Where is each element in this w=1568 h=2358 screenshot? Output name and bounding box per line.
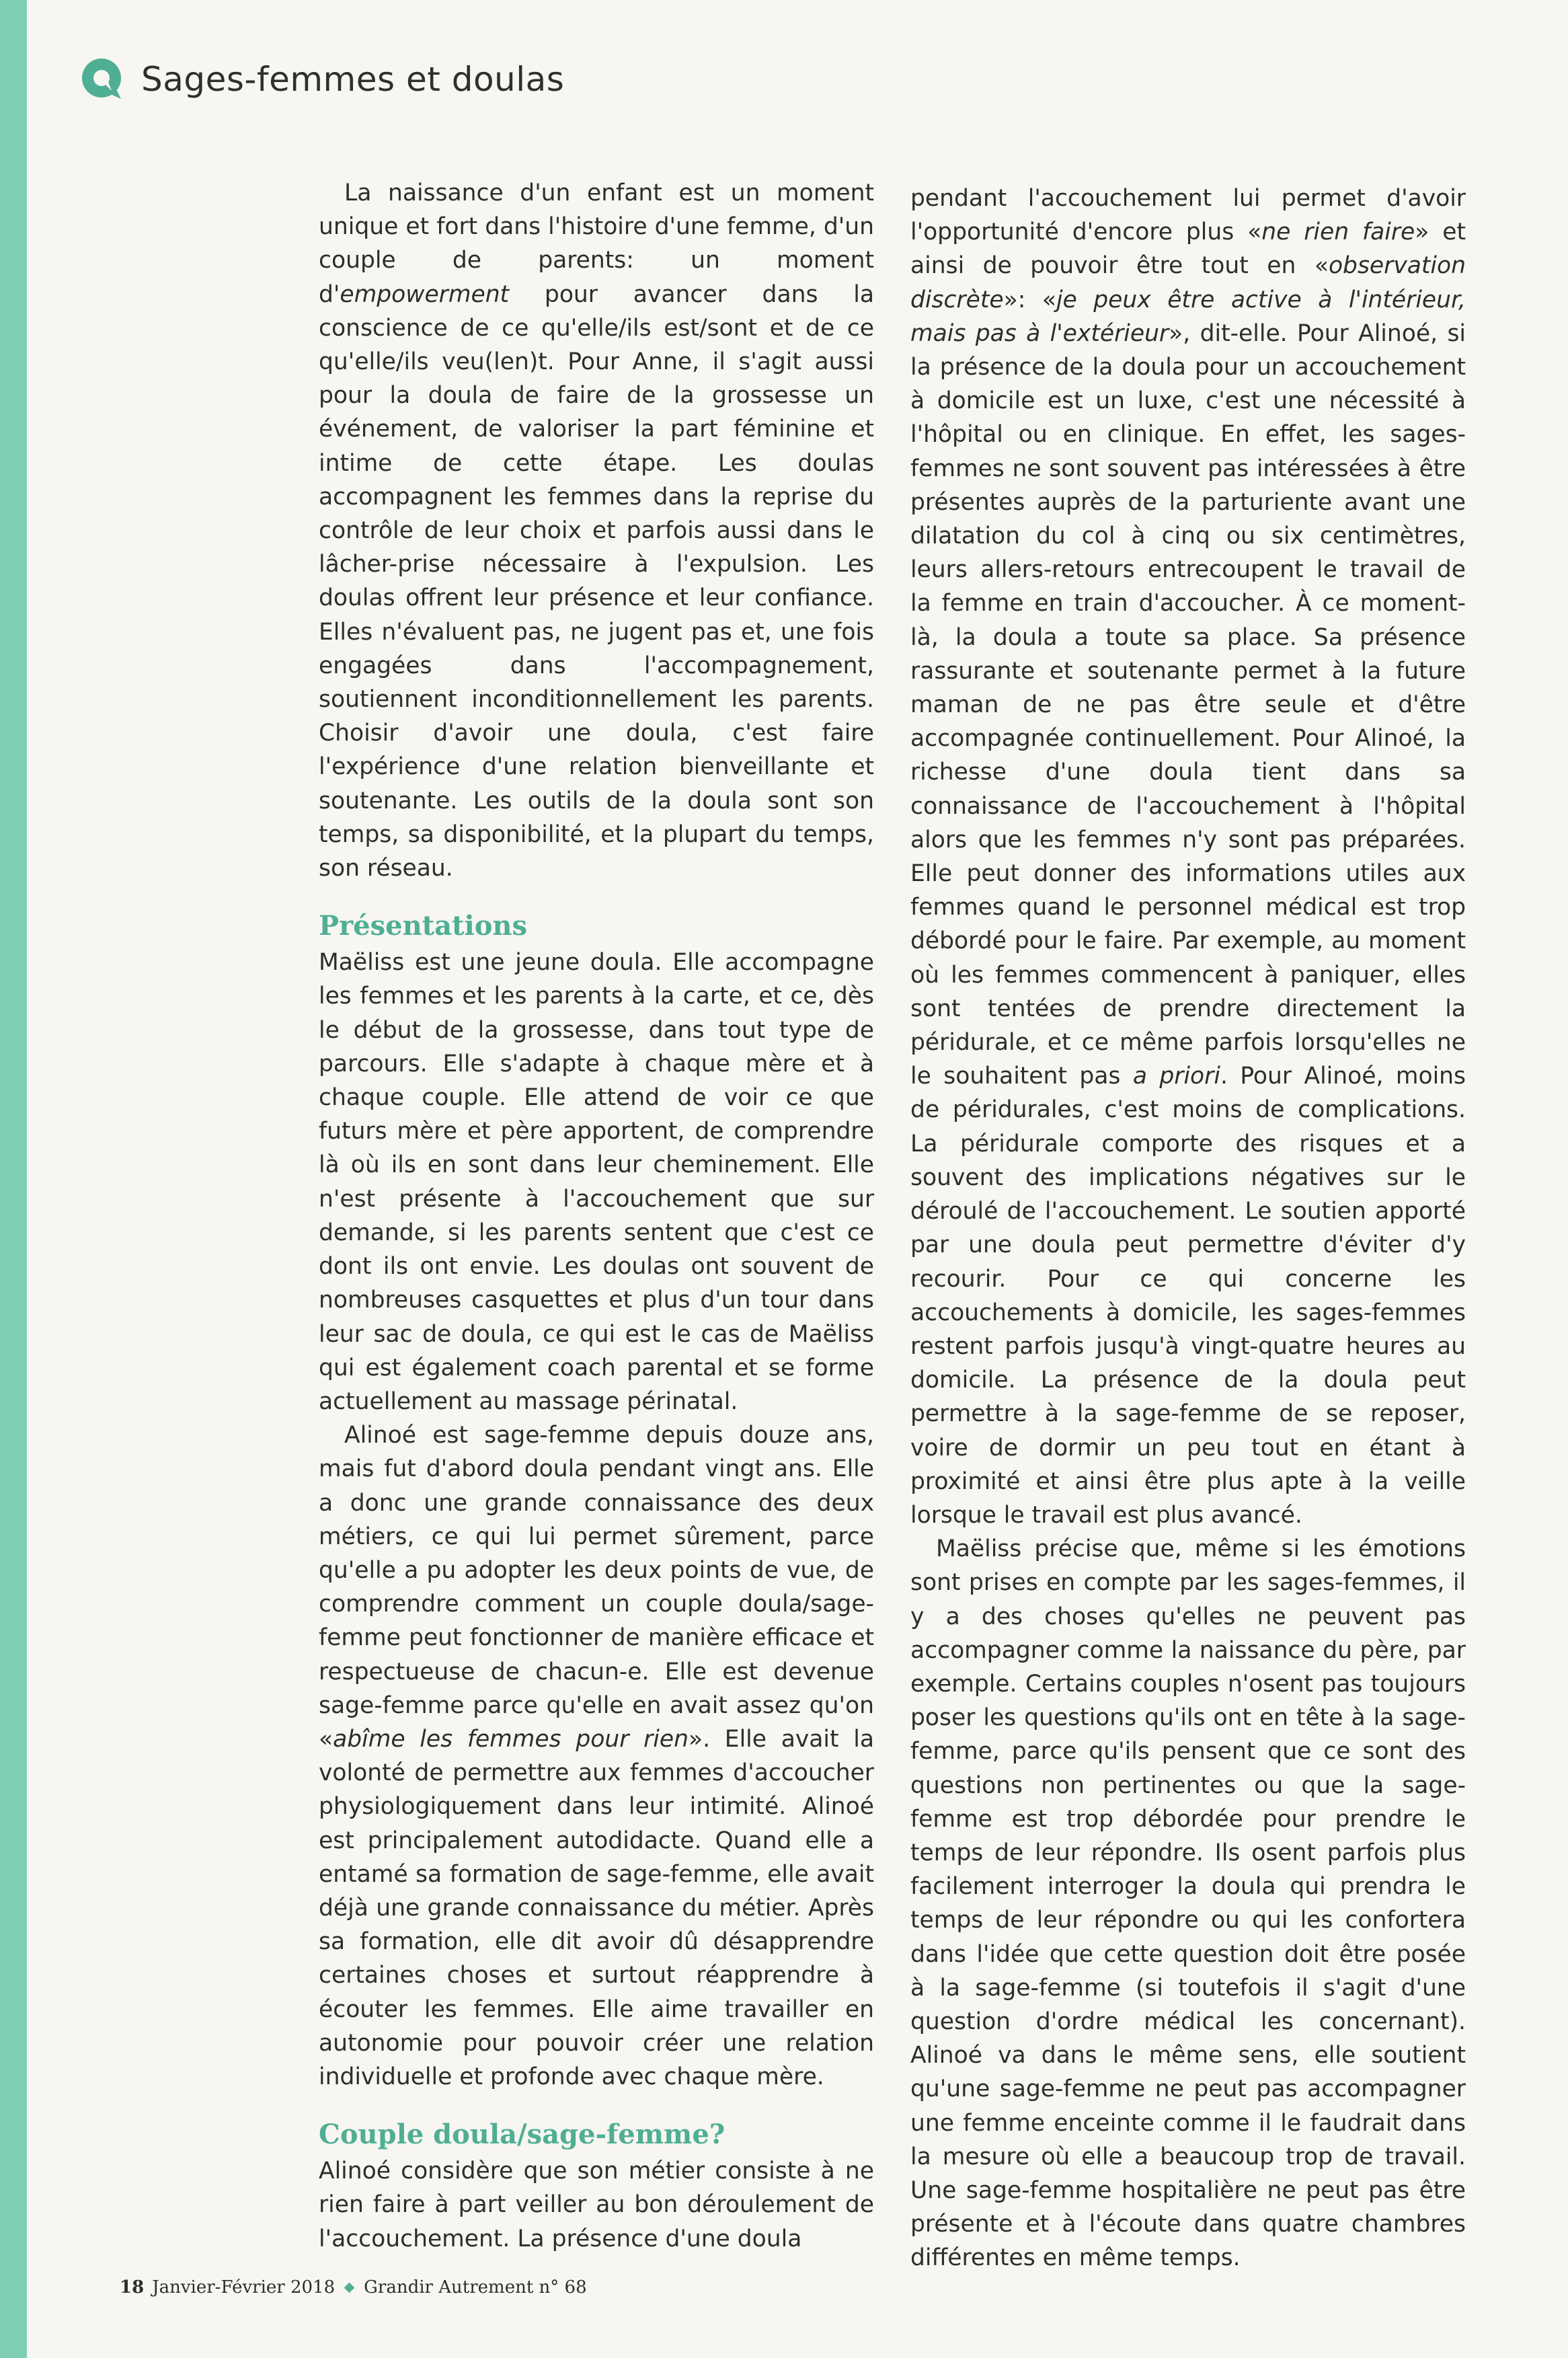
paragraph-maeliss: Maëliss est une jeune doula. Elle accompagne les femmes et les parents à la carte, et ce, dès le début de la grossesse, dans tout type de parcours. Elle s'adapte à chaque mère et à chaque couple. Elle attend de voir ce que futurs mère et père apportent, de comprendre là où ils en sont dans leur cheminement. Elle n'est présente à l'accouchement que sur demande, si les parents sentent que c'est ce dont ils ont envie. Les doulas ont souvent de nombreuses casquettes et plus d'un tour dans leur sac de doula, ce qui est le cas de Maëliss qui est également coach parental et se forme actuellement au massage périnatal. bbox=[319, 949, 874, 1415]
paragraph-alinoe: Alinoé est sage-femme depuis douze ans, mais fut d'abord doula pendant vingt ans. Elle a donc une grande connaissance des deux métiers, ce qui lui permet sûrement, parce qu'elle a pu adopter les deux points de vue, de comprendre comment un couple doula/sage-femme peut fonctionner de manière efficace et respectueuse de chacun-e. Elle est devenue sage-femme parce qu'elle en avait assez qu'on «abîme les femmes pour rien». Elle avait la volonté de permettre aux femmes d'accoucher physiologiquement dans leur intimité. Alinoé est principalement autodidacte. Quand elle a entamé sa formation de sage-femme, elle avait déjà une grande connaissance du métier. Après sa formation, elle dit avoir dû désapprendre certaines choses et surtout réapprendre à écouter les femmes. Elle aime travailler en autonomie pour pouvoir créer une relation individuelle et profonde avec chaque mère. bbox=[319, 1422, 874, 2090]
magazine-issue: Grandir Autrement n° 68 bbox=[364, 2277, 587, 2297]
text-column-right bbox=[910, 182, 1466, 2275]
subheading-presentations: Présentations bbox=[319, 910, 527, 942]
page-number: 18 bbox=[120, 2277, 145, 2297]
page-footer bbox=[120, 2277, 587, 2297]
paragraph-couple-start: Alinoé considère que son métier consiste à ne rien faire à part veiller au bon déroulement de l'accouchement. La présence d'une doula bbox=[319, 2158, 874, 2252]
diamond-icon bbox=[344, 2282, 355, 2293]
speech-bubble-icon bbox=[79, 57, 124, 102]
section-header bbox=[79, 52, 564, 106]
paragraph-intro: La naissance d'un enfant est un moment unique et fort dans l'histoire d'une femme, d'un couple de parents: un moment d'empowerment pour avancer dans la conscience de ce qu'elle/ils est/sont et de ce qu'elle/ils veu(len)t. Pour Anne, il s'agit aussi pour la doula de faire de la grossesse un événement, de valoriser la part féminine et intime de cette étape. Les doulas accompagnent les femmes dans la reprise du contrôle de leur choix et parfois aussi dans le lâcher-prise nécessaire à l'expulsion. Les doulas offrent leur présence et leur confiance. Elles n'évaluent pas, ne jugent pas et, une fois engagées dans l'accompagnement, soutiennent inconditionnellement les parents. Choisir d'avoir une doula, c'est faire l'expérience d'une relation bienveillante et soutenante. Les outils de la doula sont son temps, sa disponibilité, et la plupart du temps, son réseau. bbox=[319, 180, 874, 882]
subheading-couple: Couple doula/sage-femme? bbox=[319, 2119, 726, 2151]
section-title: Sages-femmes et doulas bbox=[141, 60, 565, 99]
paragraph-emotions: Maëliss précise que, même si les émotions sont prises en compte par les sages-femmes, il y a des choses qu'elles ne peuvent pas accompagner comme la naissance du père, par exemple. Certains couples n'osent pas toujours poser les questions qu'ils ont en tête à la sage-femme, parce qu'ils pensent que ce sont des questions non pertinentes ou que la sage-femme est trop débordée pour prendre le temps de leur répondre. Ils osent parfois plus facilement interroger la doula qui prendra le temps de leur répondre ou qui les confortera dans l'idée que cette question doit être posée à la sage-femme (si toutefois il s'agit d'une question d'ordre médical les concernant). Alinoé va dans le même sens, elle soutient qu'une sage-femme ne peut pas accompagner une femme enceinte comme il le faudrait dans la mesure où elle a beaucoup trop de travail. Une sage-femme hospitalière ne peut pas être présente et à l'écoute dans quatre chambres différentes en même temps. bbox=[910, 1535, 1466, 2272]
page-edge-band bbox=[0, 0, 27, 2358]
issue-date: Janvier-Février 2018 bbox=[152, 2277, 336, 2297]
text-column-left bbox=[319, 176, 874, 2256]
paragraph-couple-continued: pendant l'accouchement lui permet d'avoir l'opportunité d'encore plus «ne rien faire» et ainsi de pouvoir être tout en «observation discrète»: «je peux être active à l'intérieur, mais pas à l'extérieur», dit-elle. Pour Alinoé, si la présence de la doula pour un accouchement à domicile est un luxe, c'est une nécessité à l'hôpital ou en clinique. En effet, les sages-femmes ne sont souvent pas intéressées à être présentes auprès de la parturiente avant une dilatation du col à cinq ou six centimètres, leurs allers-retours entrecoupent le travail de la femme en train d'accoucher. À ce moment-là, la doula a toute sa place. Sa présence rassurante et soutenante permet à la future maman de ne pas être seule et d'être accompagnée continuellement. Pour Alinoé, la richesse d'une doula tient dans sa connaissance de l'accouchement à l'hôpital alors que les femmes n'y sont pas préparées. Elle peut donner des informations utiles aux femmes quand le personnel médical est trop débordé pour le faire. Par exemple, au moment où les femmes commencent à paniquer, elles sont tentées de prendre directement la péridurale, et ce même parfois lorsqu'elles ne le souhaitent pas a priori. Pour Alinoé, moins de péridurales, c'est moins de complications. La péridurale comporte des risques et a souvent des implications négatives sur le déroulé de l'accouchement. Le soutien apporté par une doula peut permettre d'éviter d'y recourir. Pour ce qui concerne les accouchements à domicile, les sages-femmes restent parfois jusqu'à vingt-quatre heures au domicile. La présence de la doula peut permettre à la sage-femme de se reposer, voire de dormir un peu tout en étant à proximité et ainsi être plus apte à la veille lorsque le travail est plus avancé. bbox=[910, 185, 1466, 1529]
